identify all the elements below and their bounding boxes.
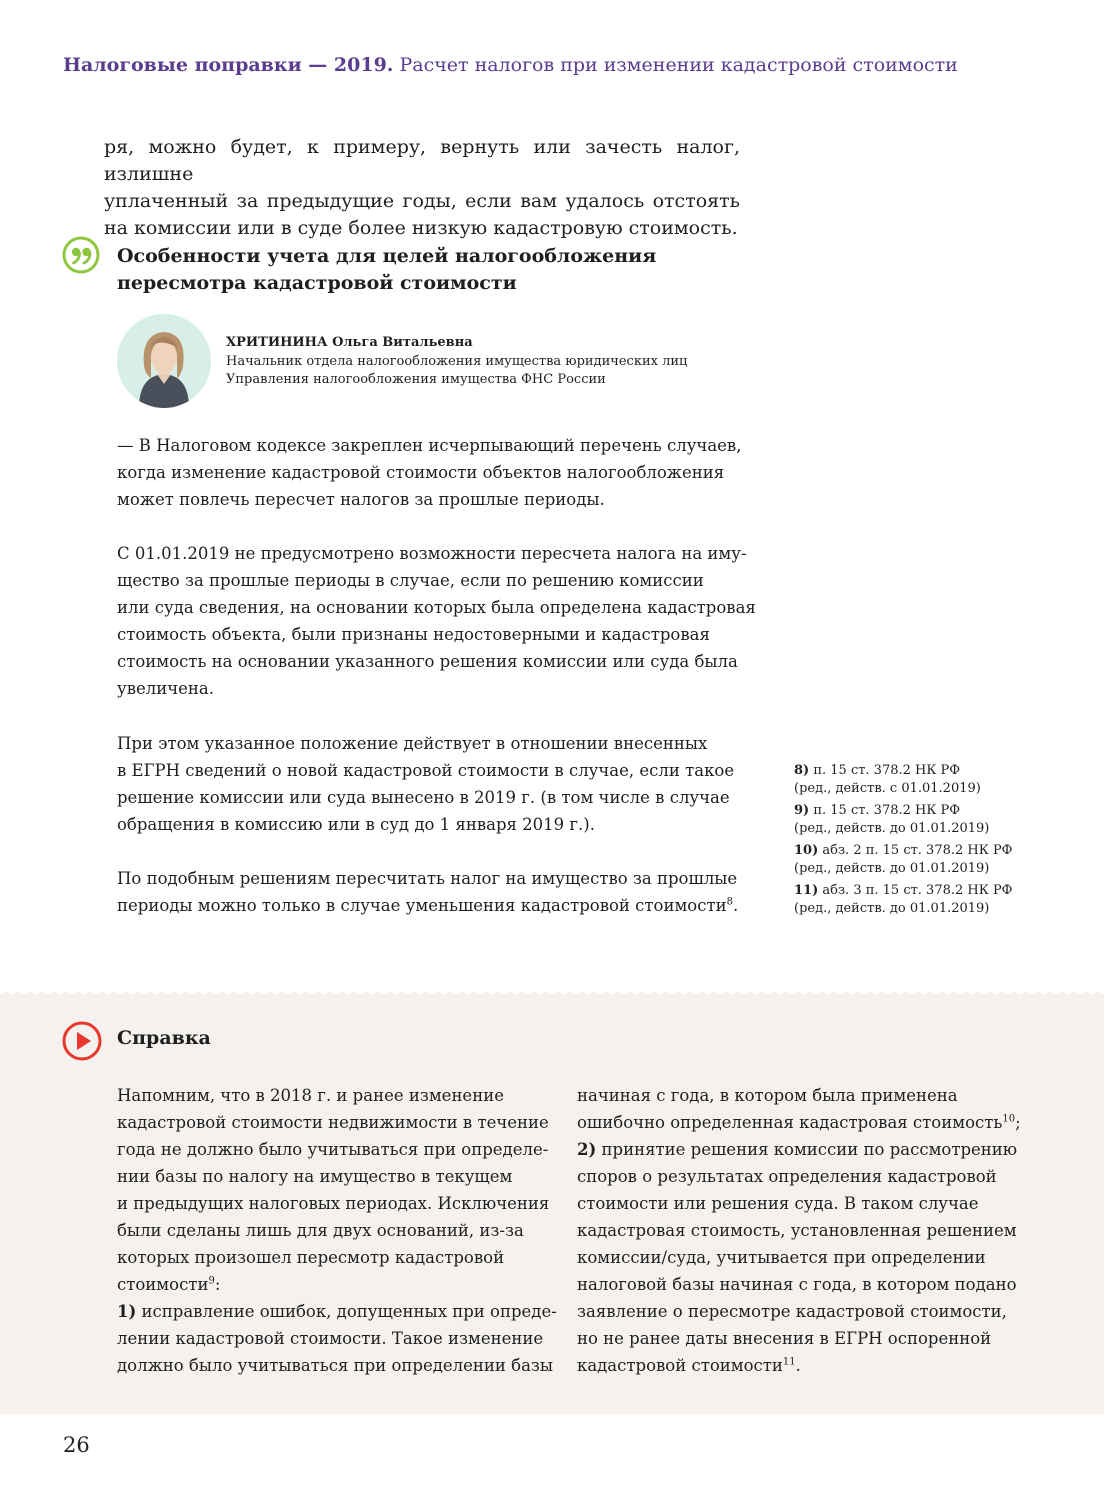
footnote-num: 11) [794, 883, 819, 898]
play-icon [62, 1021, 102, 1061]
reference-line: лении кадастровой стоимости. Такое изменение [117, 1329, 544, 1348]
reference-text: кадастровой стоимости [577, 1356, 783, 1375]
reference-line: года не должно было учитываться при определе- [117, 1140, 549, 1159]
footnote-11 [794, 882, 1074, 918]
paragraph-line: стоимость на основании указанного решения комиссии или суда была [117, 652, 738, 671]
paragraph-line: С 01.01.2019 не предусмотрено возможности пересчета налога на иму- [117, 544, 747, 563]
footnote-8 [794, 762, 1074, 798]
paragraph-2 [117, 540, 757, 702]
paragraph-line: или суда сведения, на основании которых была определена кадастровая [117, 598, 756, 617]
lead-line: ря, можно будет, к примеру, вернуть или зачесть налог, излишне [104, 136, 740, 185]
avatar [117, 314, 211, 408]
lead-line: на комиссии или в суде более низкую кадастровую стоимость. [104, 217, 738, 239]
reference-line: должно было учитываться при определении базы [117, 1356, 554, 1375]
paragraph-line: в ЕГРН сведений о новой кадастровой стоимости в случае, если такое [117, 761, 735, 780]
list-item-number: 2) [577, 1140, 597, 1159]
person-role-line: Управления налогообложения имущества ФНС России [226, 372, 606, 387]
paragraph-1 [117, 432, 757, 513]
reference-line: кадастровой стоимости недвижимости в течение [117, 1113, 549, 1132]
reference-line: которых произошел пересмотр кадастровой [117, 1248, 505, 1267]
paragraph-4 [117, 865, 757, 919]
reference-line: споров о результатах определения кадастровой [577, 1167, 997, 1186]
footnote-num: 9) [794, 803, 810, 818]
paragraph-line: стоимость объекта, были признаны недостоверными и кадастровая [117, 625, 710, 644]
paragraph-line: обращения в комиссию или в суд до 1 января 2019 г.). [117, 815, 595, 834]
reference-text: принятие решения комиссии по рассмотрению [596, 1140, 1018, 1159]
footnote-text: (ред., действ. до 01.01.2019) [794, 861, 990, 876]
footnote-text: (ред., действ. до 01.01.2019) [794, 821, 990, 836]
person-role-line: Начальник отдела налогообложения имущества юридических лиц [226, 354, 688, 369]
reference-line [117, 1271, 557, 1298]
quote-icon [62, 236, 100, 274]
paragraph-line: когда изменение кадастровой стоимости объектов налогообложения [117, 463, 725, 482]
section-title [117, 243, 757, 297]
reference-line: и предыдущих налоговых периодах. Исключения [117, 1194, 550, 1213]
lead-line: уплаченный за предыдущие годы, если вам удалось отстоять [104, 190, 740, 212]
footnote-10 [794, 842, 1074, 878]
footnote-9 [794, 802, 1074, 838]
lead-paragraph [104, 134, 740, 242]
reference-text: ; [1015, 1113, 1021, 1132]
paragraph-line: может повлечь пересчет налогов за прошлые периоды. [117, 490, 605, 509]
reference-text: . [795, 1356, 801, 1375]
reference-line [577, 1109, 1021, 1136]
footnote-text: абз. 3 п. 15 ст. 378.2 НК РФ [818, 883, 1013, 898]
reference-line [577, 1352, 1021, 1379]
footnote-ref[interactable]: 11 [782, 1356, 796, 1368]
footnote-text: п. 15 ст. 378.2 НК РФ [809, 763, 961, 778]
reference-line: стоимости или решения суда. В таком случае [577, 1194, 979, 1213]
reference-line: заявление о пересмотре кадастровой стоимости, [577, 1302, 1007, 1321]
paragraph-line [117, 892, 757, 919]
portrait-image [117, 314, 211, 408]
reference-line: комиссии/суда, учитывается при определении [577, 1248, 986, 1267]
reference-block-edge [0, 989, 1104, 999]
list-item-number: 1) [117, 1302, 137, 1321]
reference-right-column [577, 1082, 1021, 1379]
paragraph-3 [117, 730, 757, 838]
reference-line: нии базы по налогу на имущество в текущем [117, 1167, 513, 1186]
reference-line: начиная с года, в котором была применена [577, 1086, 958, 1105]
paragraph-line: щество за прошлые периоды в случае, если по решению комиссии [117, 571, 704, 590]
reference-left-column [117, 1082, 557, 1379]
reference-text: ошибочно определенная кадастровая стоимость [577, 1113, 1003, 1132]
footnote-text: абз. 2 п. 15 ст. 378.2 НК РФ [818, 843, 1013, 858]
reference-line [577, 1136, 1021, 1163]
paragraph-line: решение комиссии или суда вынесено в 2019 г. (в том числе в случае [117, 788, 730, 807]
person-name: ХРИТИНИНА Ольга Витальевна [226, 335, 473, 350]
paragraph-text: периоды можно только в случае уменьшения кадастровой стоимости [117, 896, 727, 915]
footnote-ref[interactable]: 8 [726, 896, 733, 908]
paragraph-line: увеличена. [117, 679, 214, 698]
reference-line: но не ранее даты внесения в ЕГРН оспоренной [577, 1329, 992, 1348]
footnote-ref[interactable]: 10 [1002, 1113, 1016, 1125]
reference-line: кадастровая стоимость, установленная решением [577, 1221, 1017, 1240]
page-number: 26 [63, 1433, 90, 1457]
footnote-num: 10) [794, 843, 819, 858]
paragraph-line: — В Налоговом кодексе закреплен исчерпывающий перечень случаев, [117, 436, 742, 455]
reference-text: стоимости [117, 1275, 209, 1294]
footnote-num: 8) [794, 763, 810, 778]
footnote-text: п. 15 ст. 378.2 НК РФ [809, 803, 961, 818]
reference-title: Справка [117, 1027, 211, 1049]
section-title-line: пересмотра кадастровой стоимости [117, 272, 517, 294]
reference-line: были сделаны лишь для двух оснований, из-за [117, 1221, 524, 1240]
footnote-ref[interactable]: 9 [208, 1275, 215, 1287]
footnote-text: (ред., действ. с 01.01.2019) [794, 781, 981, 796]
footnote-text: (ред., действ. до 01.01.2019) [794, 901, 990, 916]
reference-text: : [214, 1275, 221, 1294]
footnotes [794, 762, 1074, 922]
person-role [226, 353, 687, 389]
paragraph-end: . [732, 896, 739, 915]
reference-line: налоговой базы начиная с года, в котором подано [577, 1275, 1017, 1294]
reference-line [117, 1298, 557, 1325]
running-header [63, 54, 1063, 76]
reference-line: Напомним, что в 2018 г. и ранее изменение [117, 1086, 504, 1105]
header-bold: Налоговые поправки — 2019. [63, 54, 394, 76]
paragraph-line: При этом указанное положение действует в отношении внесенных [117, 734, 708, 753]
reference-text: исправление ошибок, допущенных при опреде- [136, 1302, 557, 1321]
paragraph-line: По подобным решениям пересчитать налог на имущество за прошлые [117, 869, 738, 888]
section-title-line: Особенности учета для целей налогообложения [117, 245, 657, 267]
header-rest: Расчет налогов при изменении кадастровой стоимости [393, 54, 958, 76]
